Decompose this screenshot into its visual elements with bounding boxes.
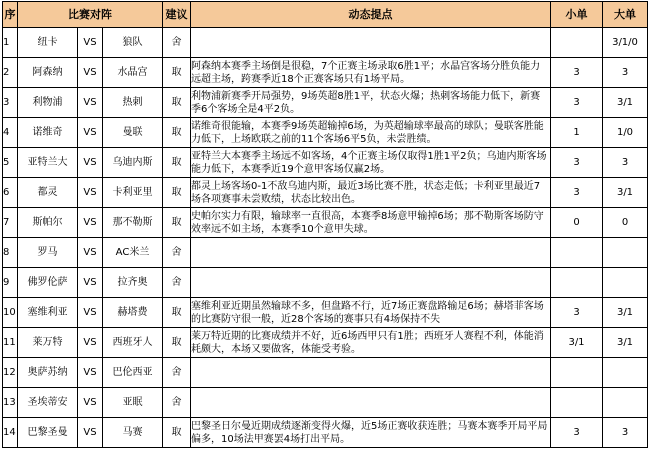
table-row <box>3 388 648 418</box>
big-bet: 3/1/0 <box>603 28 648 58</box>
big-bet <box>603 388 648 418</box>
match-note: 诺维奇很能输，本赛季9场英超输掉6场，为英超输球率最高的球队；曼联客胜能力低下，上场欧联之前的11个客场6平5负，未尝胜绩。 <box>191 118 551 148</box>
table-body <box>3 28 648 448</box>
small-bet: 3/1 <box>551 328 603 358</box>
header-match: 比赛对阵 <box>18 2 163 28</box>
vs-label: VS <box>78 208 103 238</box>
big-bet <box>603 238 648 268</box>
big-bet: 3/1 <box>603 328 648 358</box>
vs-label: VS <box>78 328 103 358</box>
match-index: 12 <box>3 358 18 388</box>
match-note: 亚特兰大本赛季主场远不如客场，4个正赛主场仅取得1胜1平2负；乌迪内斯客场能力低下，本赛季近19个意甲客场仅赢2场。 <box>191 148 551 178</box>
home-team: 纽卡 <box>18 28 78 58</box>
vs-label: VS <box>78 268 103 298</box>
recommendation: 取 <box>163 58 191 88</box>
big-bet: 3/1 <box>603 178 648 208</box>
vs-label: VS <box>78 238 103 268</box>
match-note: 莱万特近期的比赛成绩并不好，近6场西甲只有1胜；西班牙人赛程不利，体能消耗颇大，本场又要做客，体能受考验。 <box>191 328 551 358</box>
match-note: 塞维利亚近期虽然输球不多，但盘路不行，近7场正赛盘路输足6场；赫塔菲客场的比赛防守很一般，近28个客场的赛事只有4场保持不失 <box>191 298 551 328</box>
recommendation: 舍 <box>163 388 191 418</box>
small-bet: 3 <box>551 58 603 88</box>
recommendation: 舍 <box>163 268 191 298</box>
small-bet: 3 <box>551 298 603 328</box>
home-team: 巴黎圣曼 <box>18 418 78 448</box>
away-team: 乌迪内斯 <box>103 148 163 178</box>
small-bet <box>551 388 603 418</box>
recommendation: 舍 <box>163 358 191 388</box>
away-team: 曼联 <box>103 118 163 148</box>
table-row <box>3 268 648 298</box>
recommendation: 舍 <box>163 238 191 268</box>
home-team: 塞维利亚 <box>18 298 78 328</box>
home-team: 阿森纳 <box>18 58 78 88</box>
match-note: 史帕尔实力有限，输球率一直很高，本赛季8场意甲输掉6场；那不勒斯客场防守效率远不如主场，本赛季10个意甲失球。 <box>191 208 551 238</box>
home-team: 斯帕尔 <box>18 208 78 238</box>
table-row <box>3 418 648 448</box>
match-index: 2 <box>3 58 18 88</box>
small-bet: 3 <box>551 418 603 448</box>
table-row <box>3 208 648 238</box>
away-team: 西班牙人 <box>103 328 163 358</box>
recommendation: 取 <box>163 178 191 208</box>
match-note <box>191 28 551 58</box>
vs-label: VS <box>78 88 103 118</box>
small-bet: 3 <box>551 88 603 118</box>
away-team: 马赛 <box>103 418 163 448</box>
vs-label: VS <box>78 418 103 448</box>
recommendation: 取 <box>163 88 191 118</box>
vs-label: VS <box>78 178 103 208</box>
small-bet <box>551 28 603 58</box>
header-small: 小单 <box>551 2 603 28</box>
match-note: 阿森纳本赛季主场倒是很稳，7个正赛主场录取6胜1平；水晶宫客场分胜负能力远超主场，跨赛季近18个正赛客场只有1场平局。 <box>191 58 551 88</box>
away-team: 赫塔费 <box>103 298 163 328</box>
table-row <box>3 178 648 208</box>
recommendation: 舍 <box>163 28 191 58</box>
big-bet <box>603 268 648 298</box>
small-bet: 1 <box>551 118 603 148</box>
table-row <box>3 58 648 88</box>
match-index: 5 <box>3 148 18 178</box>
home-team: 佛罗伦萨 <box>18 268 78 298</box>
big-bet <box>603 358 648 388</box>
away-team: 狼队 <box>103 28 163 58</box>
recommendation: 取 <box>163 148 191 178</box>
header-row <box>3 2 648 28</box>
vs-label: VS <box>78 58 103 88</box>
home-team: 奥萨苏纳 <box>18 358 78 388</box>
vs-label: VS <box>78 148 103 178</box>
home-team: 都灵 <box>18 178 78 208</box>
table-row <box>3 298 648 328</box>
vs-label: VS <box>78 388 103 418</box>
match-note <box>191 358 551 388</box>
table-row <box>3 238 648 268</box>
away-team: 那不勒斯 <box>103 208 163 238</box>
match-index: 4 <box>3 118 18 148</box>
home-team: 诺维奇 <box>18 118 78 148</box>
match-note <box>191 238 551 268</box>
big-bet: 3 <box>603 148 648 178</box>
match-index: 1 <box>3 28 18 58</box>
big-bet: 3 <box>603 418 648 448</box>
away-team: 卡利亚里 <box>103 178 163 208</box>
match-index: 9 <box>3 268 18 298</box>
match-index: 13 <box>3 388 18 418</box>
match-note <box>191 268 551 298</box>
lottery-table <box>2 1 648 448</box>
table-row <box>3 148 648 178</box>
away-team: 亚眠 <box>103 388 163 418</box>
vs-label: VS <box>78 28 103 58</box>
header-recommendation: 建议 <box>163 2 191 28</box>
home-team: 莱万特 <box>18 328 78 358</box>
table-row <box>3 328 648 358</box>
home-team: 圣埃蒂安 <box>18 388 78 418</box>
match-index: 3 <box>3 88 18 118</box>
match-index: 8 <box>3 238 18 268</box>
away-team: 巴伦西亚 <box>103 358 163 388</box>
match-index: 7 <box>3 208 18 238</box>
big-bet: 3/1 <box>603 298 648 328</box>
table-row <box>3 358 648 388</box>
home-team: 罗马 <box>18 238 78 268</box>
vs-label: VS <box>78 118 103 148</box>
match-note: 利物浦新赛季开局强势，9场英超8胜1平，状态火爆；热刺客场能力低下，新赛季6个客场全是4平2负。 <box>191 88 551 118</box>
match-index: 11 <box>3 328 18 358</box>
big-bet: 1/0 <box>603 118 648 148</box>
home-team: 亚特兰大 <box>18 148 78 178</box>
recommendation: 取 <box>163 298 191 328</box>
header-big: 大单 <box>603 2 648 28</box>
recommendation: 取 <box>163 118 191 148</box>
away-team: 热刺 <box>103 88 163 118</box>
recommendation: 取 <box>163 208 191 238</box>
match-note: 巴黎圣日尔曼近期成绩逐渐变得火爆，近5场正赛收获连胜；马赛本赛季开局平局偏多，10场法甲赛罢4场打出平局。 <box>191 418 551 448</box>
small-bet <box>551 238 603 268</box>
big-bet: 3/1 <box>603 88 648 118</box>
table-row <box>3 88 648 118</box>
small-bet: 3 <box>551 178 603 208</box>
table-row <box>3 118 648 148</box>
away-team: AC米兰 <box>103 238 163 268</box>
match-index: 6 <box>3 178 18 208</box>
vs-label: VS <box>78 298 103 328</box>
recommendation: 取 <box>163 328 191 358</box>
match-note <box>191 388 551 418</box>
small-bet <box>551 358 603 388</box>
away-team: 水晶宫 <box>103 58 163 88</box>
match-note: 都灵上场客场0-1不敌乌迪内斯，最近3场比赛不胜，状态走低；卡利亚里最近7场各项赛事未尝败绩，状态比较出色。 <box>191 178 551 208</box>
home-team: 利物浦 <box>18 88 78 118</box>
big-bet: 3 <box>603 58 648 88</box>
table-row <box>3 28 648 58</box>
recommendation: 取 <box>163 418 191 448</box>
small-bet <box>551 268 603 298</box>
small-bet: 0 <box>551 208 603 238</box>
away-team: 拉齐奥 <box>103 268 163 298</box>
header-idx: 序 <box>3 2 18 28</box>
small-bet: 3 <box>551 148 603 178</box>
match-index: 10 <box>3 298 18 328</box>
match-index: 14 <box>3 418 18 448</box>
header-notes: 动态提点 <box>191 2 551 28</box>
vs-label: VS <box>78 358 103 388</box>
big-bet: 0 <box>603 208 648 238</box>
